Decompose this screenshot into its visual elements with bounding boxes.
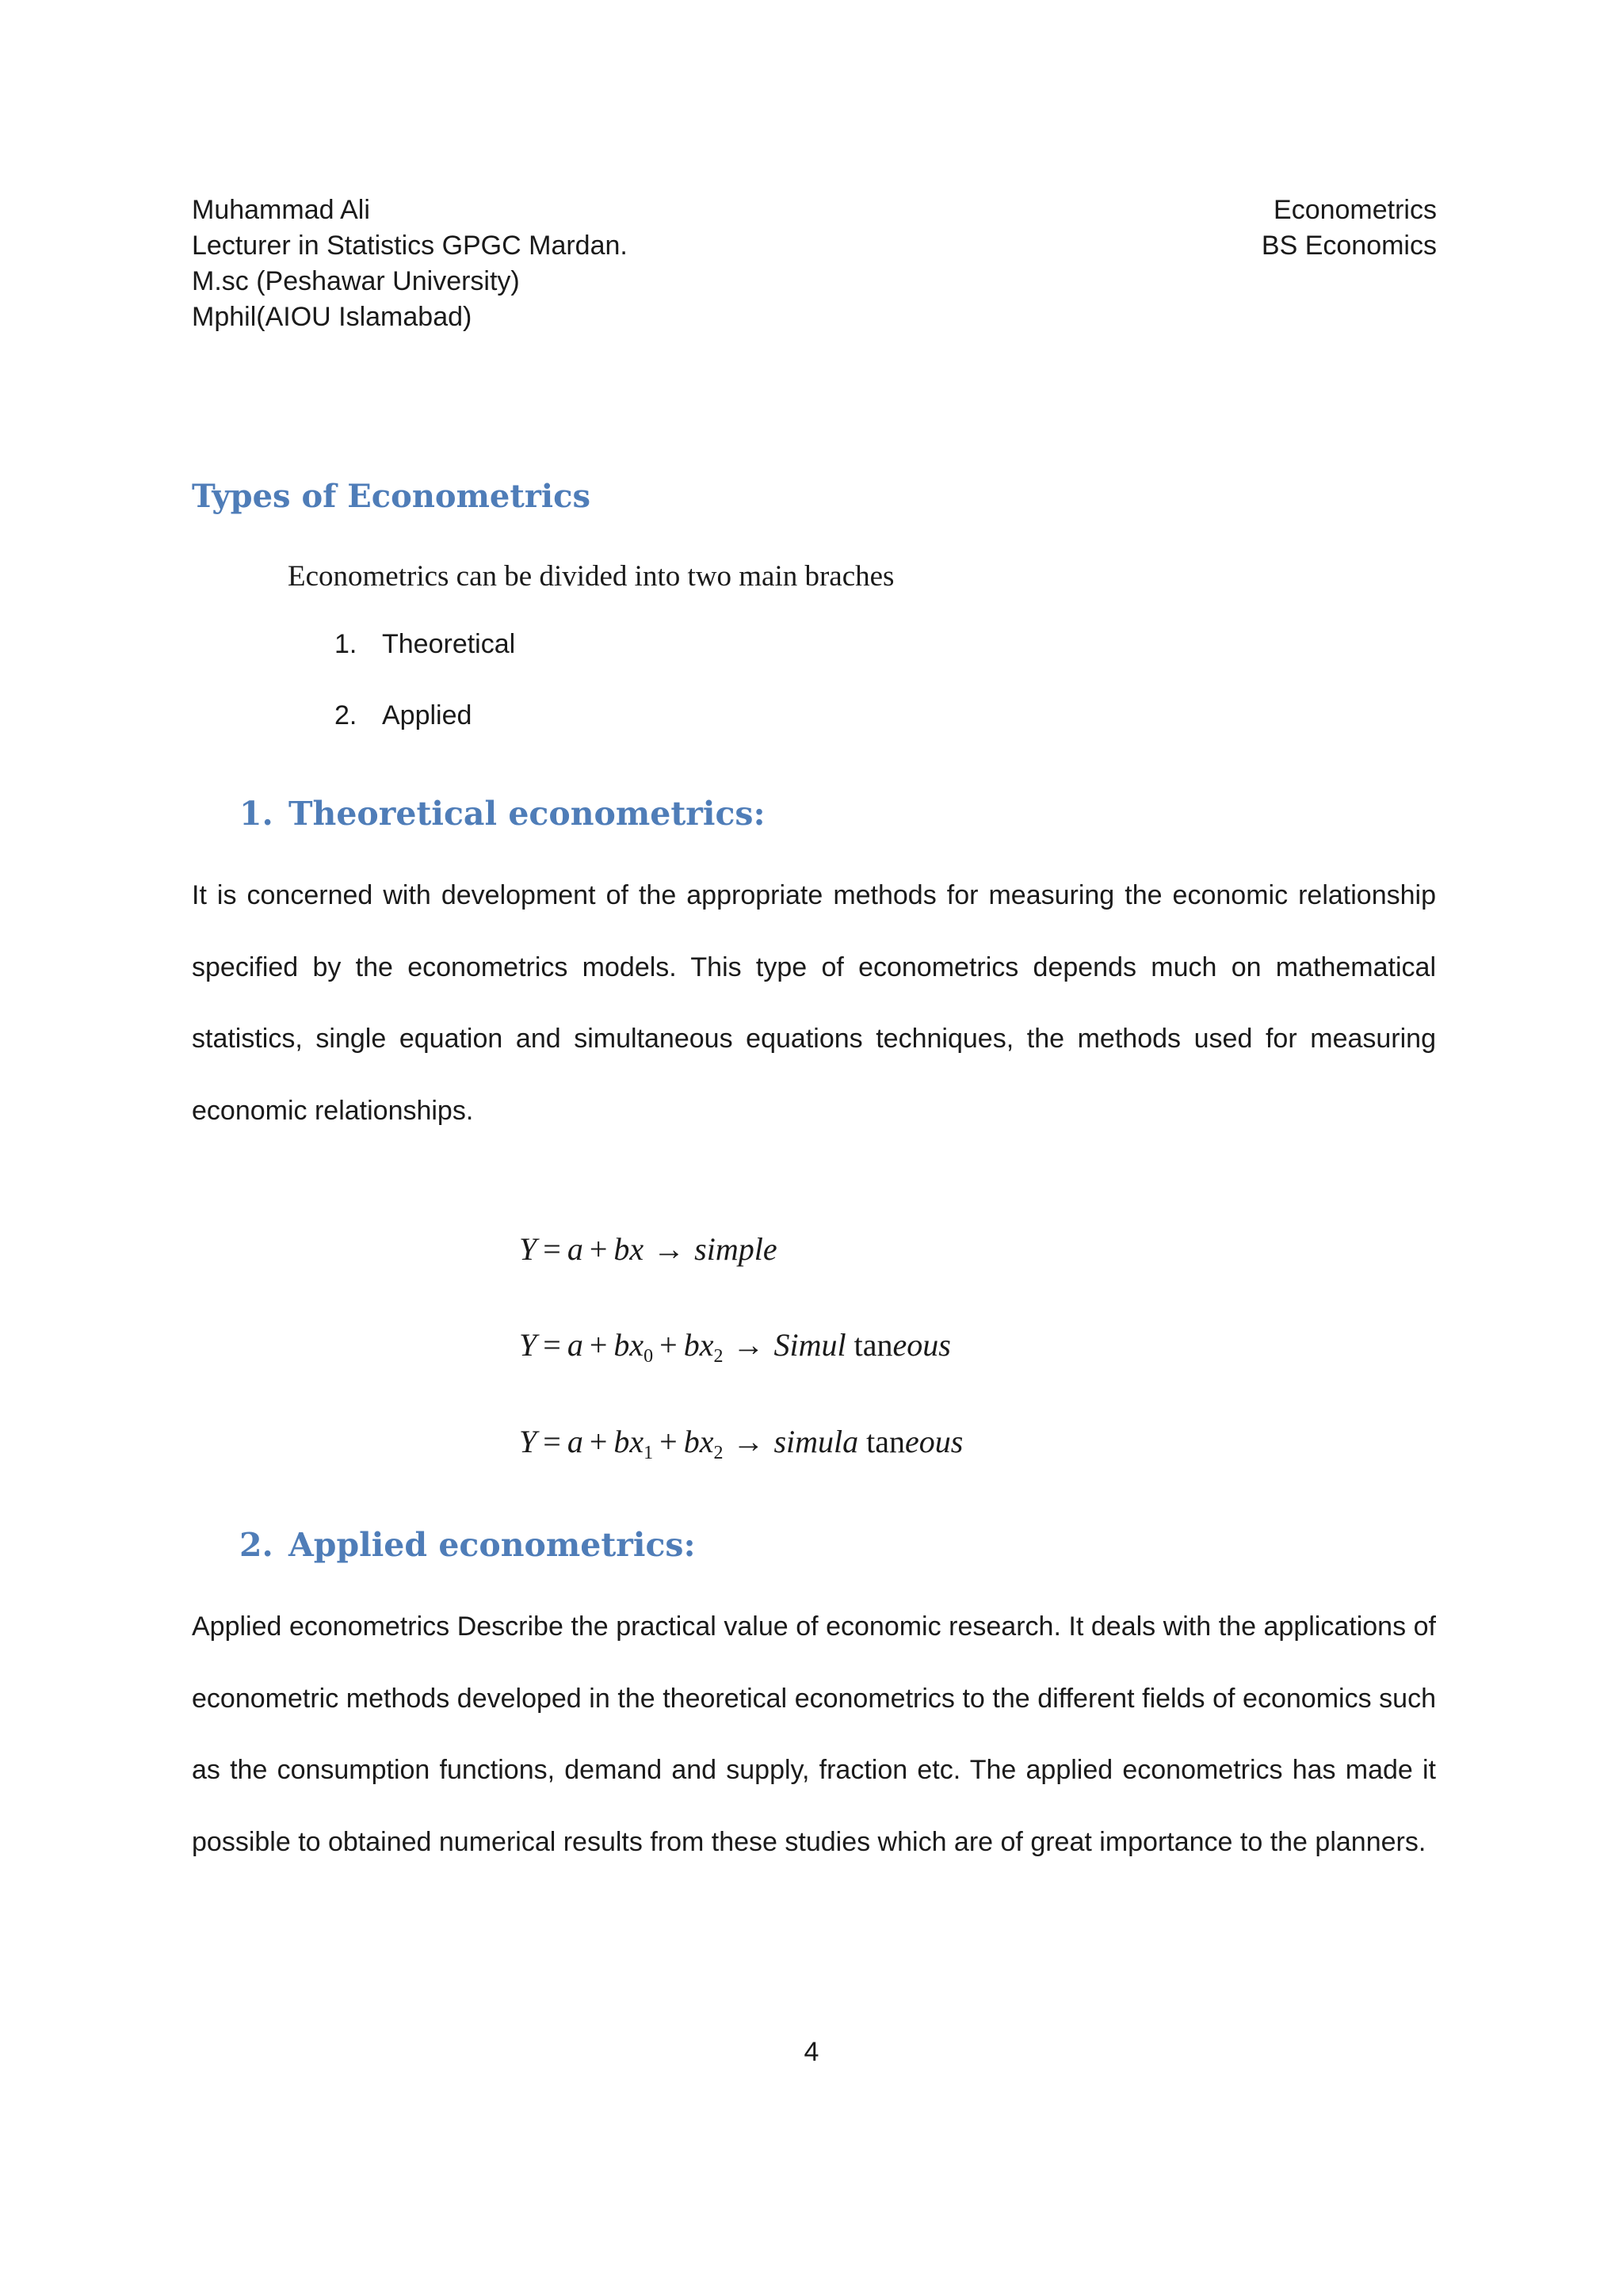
list-item: [334, 700, 472, 731]
eq-subscript: 0: [643, 1346, 654, 1367]
list-item-label: Theoretical: [382, 629, 516, 659]
author-position: Lecturer in Statistics GPGC Mardan.: [192, 231, 628, 261]
heading-number: 2.: [239, 1526, 273, 1564]
eq-term: bx: [613, 1327, 644, 1363]
eq-term: bx: [613, 1231, 644, 1267]
eq-subscript: 2: [713, 1443, 724, 1463]
eq-term: bx: [683, 1327, 714, 1363]
theoretical-heading: [239, 795, 766, 833]
eq-const: a: [567, 1424, 583, 1459]
list-item-number: 1.: [334, 629, 357, 659]
eq-label-upright: tan: [866, 1424, 906, 1459]
eq-label-end: eous: [905, 1424, 964, 1459]
author-degree-msc: M.sc (Peshawar University): [192, 266, 520, 296]
eq-const: a: [567, 1327, 583, 1363]
eq-term: bx: [613, 1424, 644, 1459]
applied-heading: [239, 1526, 696, 1564]
equation-simultaneous-1: $Y = a + bx_0 + bx_2$ → Simul taneous: [519, 1327, 951, 1367]
list-item-number: 2.: [334, 700, 357, 730]
eq-subscript: 2: [713, 1346, 724, 1367]
course-program: BS Economics: [1261, 231, 1437, 261]
eq-lhs: Y: [519, 1327, 537, 1363]
section-title: Types of Econometrics: [192, 478, 590, 515]
author-degree-mphil: Mphil(AIOU Islamabad): [192, 302, 472, 332]
list-item-label: Applied: [382, 700, 472, 730]
section-intro: Econometrics can be divided into two main braches: [288, 560, 895, 593]
author-block: [192, 193, 628, 335]
course-block: [1262, 193, 1437, 264]
eq-term: bx: [683, 1424, 714, 1459]
author-name: Muhammad Ali: [192, 195, 370, 225]
eq-label-upright: tan: [854, 1327, 893, 1363]
heading-text: Theoretical econometrics:: [288, 795, 766, 833]
page-number: 4: [804, 2037, 819, 2067]
eq-lhs: Y: [519, 1231, 537, 1267]
course-subject: Econometrics: [1274, 195, 1437, 225]
heading-number: 1.: [239, 795, 273, 833]
eq-subscript: 1: [643, 1443, 654, 1463]
list-item: [334, 629, 515, 660]
eq-label-end: eous: [892, 1327, 951, 1363]
heading-text: Applied econometrics:: [288, 1526, 696, 1564]
equation-simple: Y = a + bx → simple: [519, 1231, 777, 1267]
equation-simultaneous-2: $Y = a + bx_1 + bx_2$ → simula taneous: [519, 1424, 964, 1463]
eq-lhs: Y: [519, 1424, 537, 1459]
eq-label: simple: [694, 1231, 777, 1267]
theoretical-paragraph: It is concerned with development of the appropriate methods for measuring the economic relationship specified by the econometrics models. This type of econometrics depends much on mathematical statistics, single equation and simultaneous equations techniques, the methods used for measuring economic relationships.: [192, 880, 1436, 1126]
eq-label: simula: [773, 1424, 859, 1459]
applied-paragraph: Applied econometrics Describe the practical value of economic research. It deals with the applications of econometric methods developed in the theoretical econometrics to the different fields of economics such as the consumption functions, demand and supply, fraction etc. The applied econometrics has made it possible to obtained numerical results from these studies which are of great importance to the planners.: [192, 1611, 1436, 1857]
eq-label: Simul: [773, 1327, 846, 1363]
eq-const: a: [567, 1231, 583, 1267]
